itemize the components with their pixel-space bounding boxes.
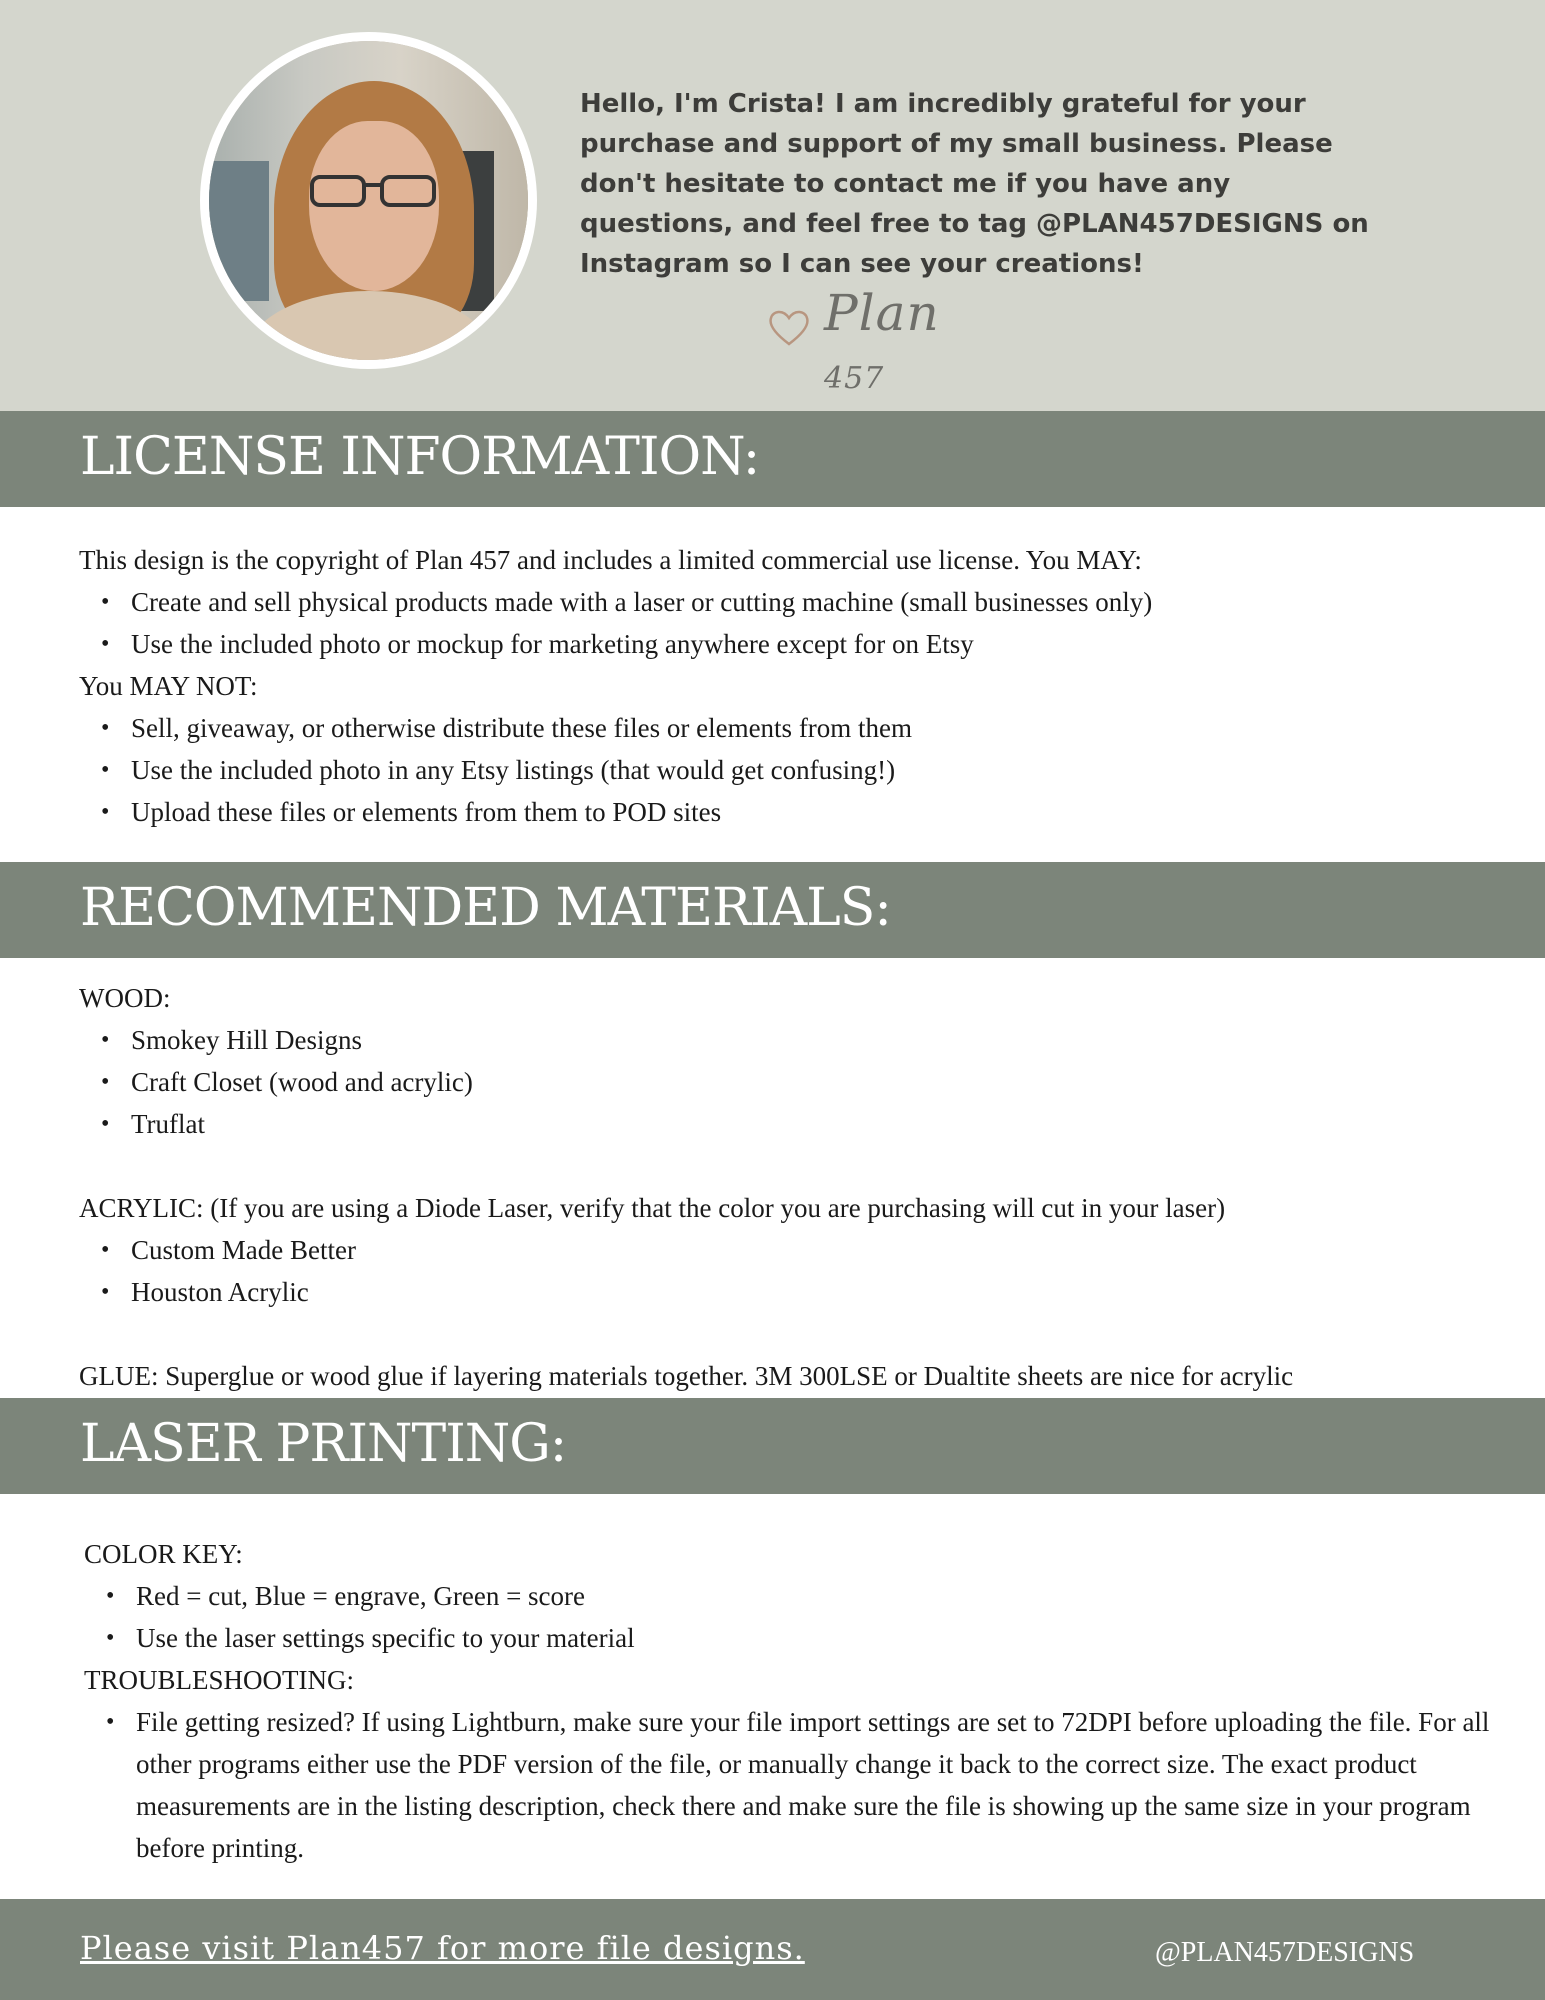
footer <box>0 1899 1545 2000</box>
list-item: • Truflat <box>131 1103 1479 1145</box>
wood-list <box>79 1019 1479 1145</box>
avatar <box>209 41 528 360</box>
list-item: • Use the included photo or mockup for marketing anywhere except for on Etsy <box>131 623 1479 665</box>
list-item: • Use the laser settings specific to your material <box>136 1617 1484 1659</box>
troubleshooting-list <box>84 1701 1490 1869</box>
list-item: • Sell, giveaway, or otherwise distribute these files or elements from them <box>131 707 1479 749</box>
license-heading: LICENSE INFORMATION: <box>80 427 760 487</box>
license-section <box>79 539 1479 833</box>
list-item: • Houston Acrylic <box>131 1271 1479 1313</box>
laser-section <box>84 1533 1490 1869</box>
list-item: • Craft Closet (wood and acrylic) <box>131 1061 1479 1103</box>
laser-heading-band <box>0 1398 1545 1494</box>
list-item: • Upload these files or elements from them to POD sites <box>131 791 1479 833</box>
acrylic-label: ACRYLIC: (If you are using a Diode Laser, verify that the color you are purchasing will cut in your laser) <box>79 1193 1226 1223</box>
list-item: • Custom Made Better <box>131 1229 1479 1271</box>
heart-outline-icon <box>767 308 811 348</box>
instagram-handle: @PLAN457DESIGNS <box>1155 1937 1415 1968</box>
materials-heading-band <box>0 862 1545 958</box>
signature-text: Plan 457 <box>824 284 940 396</box>
glue-note: GLUE: Superglue or wood glue if layering materials together. 3M 300LSE or Dualtite sheets are nice for acrylic <box>79 1361 1294 1391</box>
list-item: • File getting resized? If using Lightburn, make sure your file import settings are set to 72DPI before uploading the file. For all other programs either use the PDF version of the file, or manually change it back to the correct size. The exact product measurements are in the listing description, check there and make sure the file is showing up the same size in your program before printing. <box>136 1701 1545 1869</box>
may-list <box>79 581 1479 665</box>
may-not-label: You MAY NOT: <box>79 671 258 701</box>
materials-heading: RECOMMENDED MATERIALS: <box>80 878 891 938</box>
materials-section <box>79 977 1479 1397</box>
troubleshooting-label: TROUBLESHOOTING: <box>84 1665 354 1695</box>
wood-label: WOOD: <box>79 983 171 1013</box>
list-item: • Use the included photo in any Etsy listings (that would get confusing!) <box>131 749 1479 791</box>
license-heading-band <box>0 411 1545 507</box>
list-item: • Red = cut, Blue = engrave, Green = score <box>136 1575 1484 1617</box>
avatar-frame <box>200 32 537 369</box>
color-key-label: COLOR KEY: <box>84 1539 243 1569</box>
laser-heading: LASER PRINTING: <box>80 1414 567 1474</box>
color-key-list <box>84 1575 1484 1659</box>
visit-link[interactable]: Please visit Plan457 for more file designs. <box>80 1929 805 1967</box>
signature <box>767 278 997 396</box>
may-not-list <box>79 707 1479 833</box>
license-intro: This design is the copyright of Plan 457 and includes a limited commercial use license. You MAY: <box>79 545 1142 575</box>
list-item: • Create and sell physical products made with a laser or cutting machine (small businesses only) <box>131 581 1479 623</box>
intro-panel <box>0 0 1545 411</box>
list-item: • Smokey Hill Designs <box>131 1019 1479 1061</box>
acrylic-list <box>79 1229 1479 1313</box>
intro-message: Hello, I'm Crista! I am incredibly grateful for your purchase and support of my small business. Please don't hesitate to contact me if you have any questions, and feel free to tag @PLAN457DESIGNS on Instagram so I can see your creations! <box>580 89 1369 279</box>
